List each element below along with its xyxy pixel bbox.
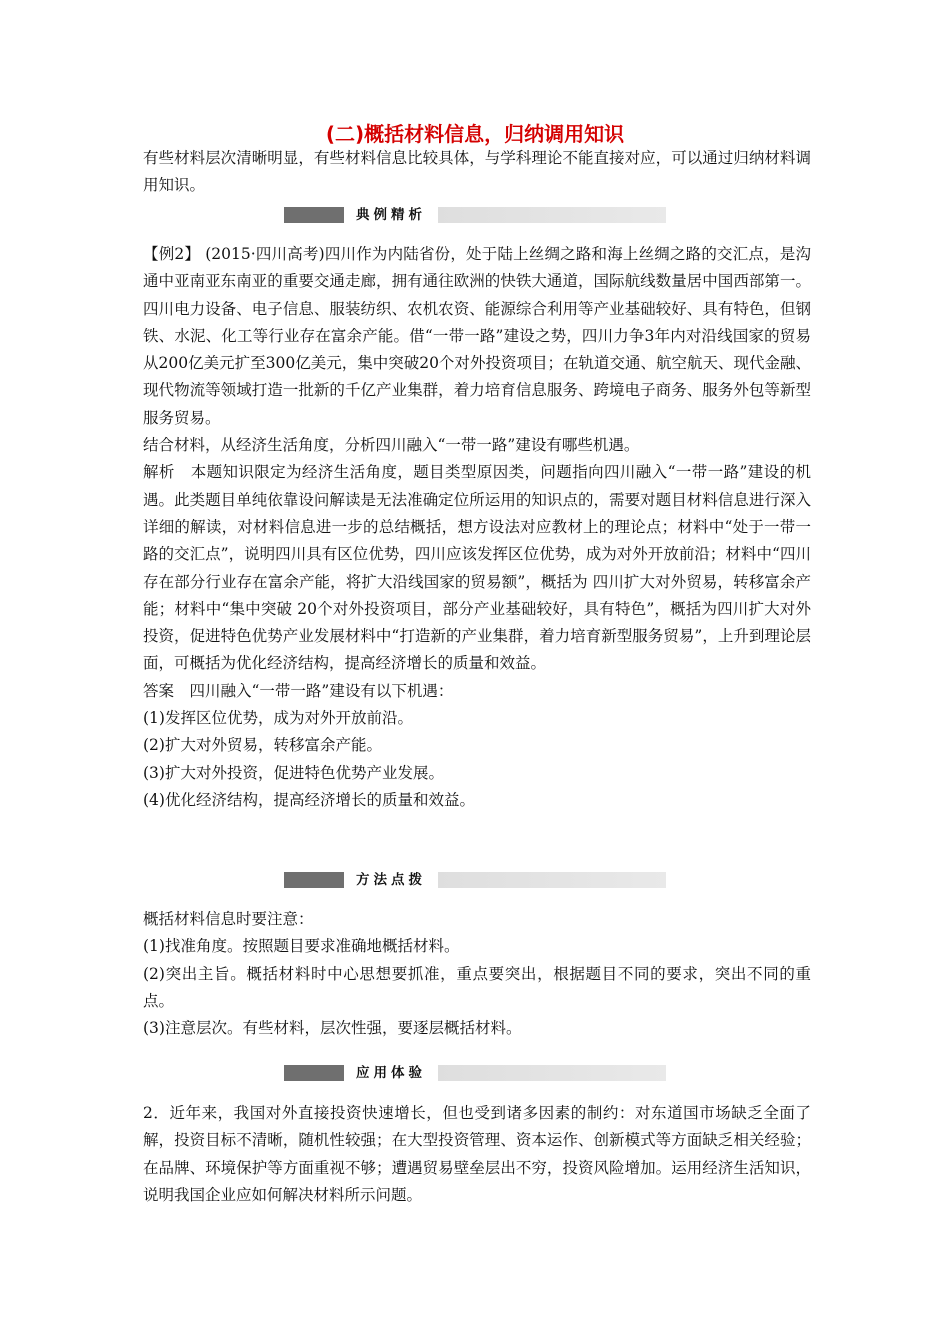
banner-bar bbox=[284, 872, 344, 888]
answer-item: (1)发挥区位优势，成为对外开放前沿。 bbox=[143, 709, 413, 728]
answer-intro: 答案 四川融入“一带一路”建设有以下机遇： bbox=[143, 681, 454, 700]
banner-slant bbox=[426, 872, 438, 888]
section-title: (二)概括材料信息，归纳调用知识 bbox=[325, 122, 625, 146]
banner-method bbox=[284, 872, 666, 888]
banner-label: 方法点拨 bbox=[344, 872, 438, 888]
banner-bar bbox=[284, 207, 344, 223]
method-intro: 概括材料信息时要注意： bbox=[143, 910, 314, 928]
practice-block bbox=[143, 1100, 811, 1209]
banner-practice bbox=[284, 1065, 666, 1081]
banner-label: 典例精析 bbox=[344, 207, 438, 223]
example-question: 结合材料，从经济生活角度，分析四川融入“一带一路”建设有哪些机遇。 bbox=[143, 436, 640, 455]
intro-block bbox=[143, 145, 811, 200]
banner-example bbox=[284, 207, 666, 223]
example-material: 【例2】 (2015·四川高考)四川作为内陆省份，处于陆上丝绸之路和海上丝绸之路的交汇点，是沟通中亚南亚东南亚的重要交通走廊，拥有通往欧洲的快铁大通道，国际航线数量居中国西部第一。四川电力设备、电子信息、服装纺织、农机农资、能源综合利用等产业基础较好、具有特色，但钢铁、水泥、化工等行业存在富余产能。借“一带一路”建设之势，四川力争3年内对沿线国家的贸易从200亿美元扩至300亿美元，集中突破20个对外投资项目；在轨道交通、航空航天、现代金融、现代物流等领域打造一批新的千亿产业集群，着力培育信息服务、跨境电子商务、服务外包等新型服务贸易。 bbox=[143, 245, 811, 427]
answer-item: (2)扩大对外贸易，转移富余产能。 bbox=[143, 736, 382, 755]
intro-paragraph: 有些材料层次清晰明显，有些材料信息比较具体，与学科理论不能直接对应，可以通过归纳材料调用知识。 bbox=[143, 149, 811, 195]
method-block bbox=[143, 906, 811, 1042]
example-block bbox=[143, 241, 811, 814]
example-analysis: 解析 本题知识限定为经济生活角度，题目类型原因类，问题指向四川融入“一带一路”建设的机遇。此类题目单纯依靠设问解读是无法准确定位所运用的知识点的，需要对题目材料信息进行深入详细的解读，对材料信息进一步的总结概括，想方设法对应教材上的理论点；材料中“处于一带一路的交汇点”，说明四川具有区位优势，四川应该发挥区位优势，成为对外开放前沿；材料中“四川存在部分行业存在富余产能，将扩大沿线国家的贸易额”，概括为 四川扩大对外贸易，转移富余产能；材料中“集中突破 20个对外投资项目，部分产业基础较好，具有特色”，概括为四川扩大对外投资，促进特色优势产业发展材料中“打造新的产业集群，着力培育新型服务贸易”，上升到理论层面，可概括为优化经济结构，提高经济增长的质量和效益。 bbox=[143, 463, 811, 673]
method-point: (1)找准角度。按照题目要求准确地概括材料。 bbox=[143, 937, 460, 956]
answer-item: (3)扩大对外投资，促进特色优势产业发展。 bbox=[143, 763, 444, 782]
banner-slant bbox=[426, 207, 438, 223]
banner-slant bbox=[426, 1065, 438, 1081]
banner-bar bbox=[284, 1065, 344, 1081]
answer-item: (4)优化经济结构，提高经济增长的质量和效益。 bbox=[143, 790, 475, 809]
practice-question: 2．近年来，我国对外直接投资快速增长，但也受到诸多因素的制约：对东道国市场缺乏全面了解，投资目标不清晰，随机性较强；在大型投资管理、资本运作、创新模式等方面缺乏相关经验；在品牌、环境保护等方面重视不够；遭遇贸易壁垒层出不穷，投资风险增加。运用经济生活知识，说明我国企业应如何解决材料所示问题。 bbox=[143, 1104, 811, 1204]
method-point: (3)注意层次。有些材料，层次性强，要逐层概括材料。 bbox=[143, 1019, 522, 1038]
method-point: (2)突出主旨。概括材料时中心思想要抓准，重点要突出，根据题目不同的要求，突出不同的重点。 bbox=[143, 964, 811, 1010]
banner-label: 应用体验 bbox=[344, 1065, 438, 1081]
